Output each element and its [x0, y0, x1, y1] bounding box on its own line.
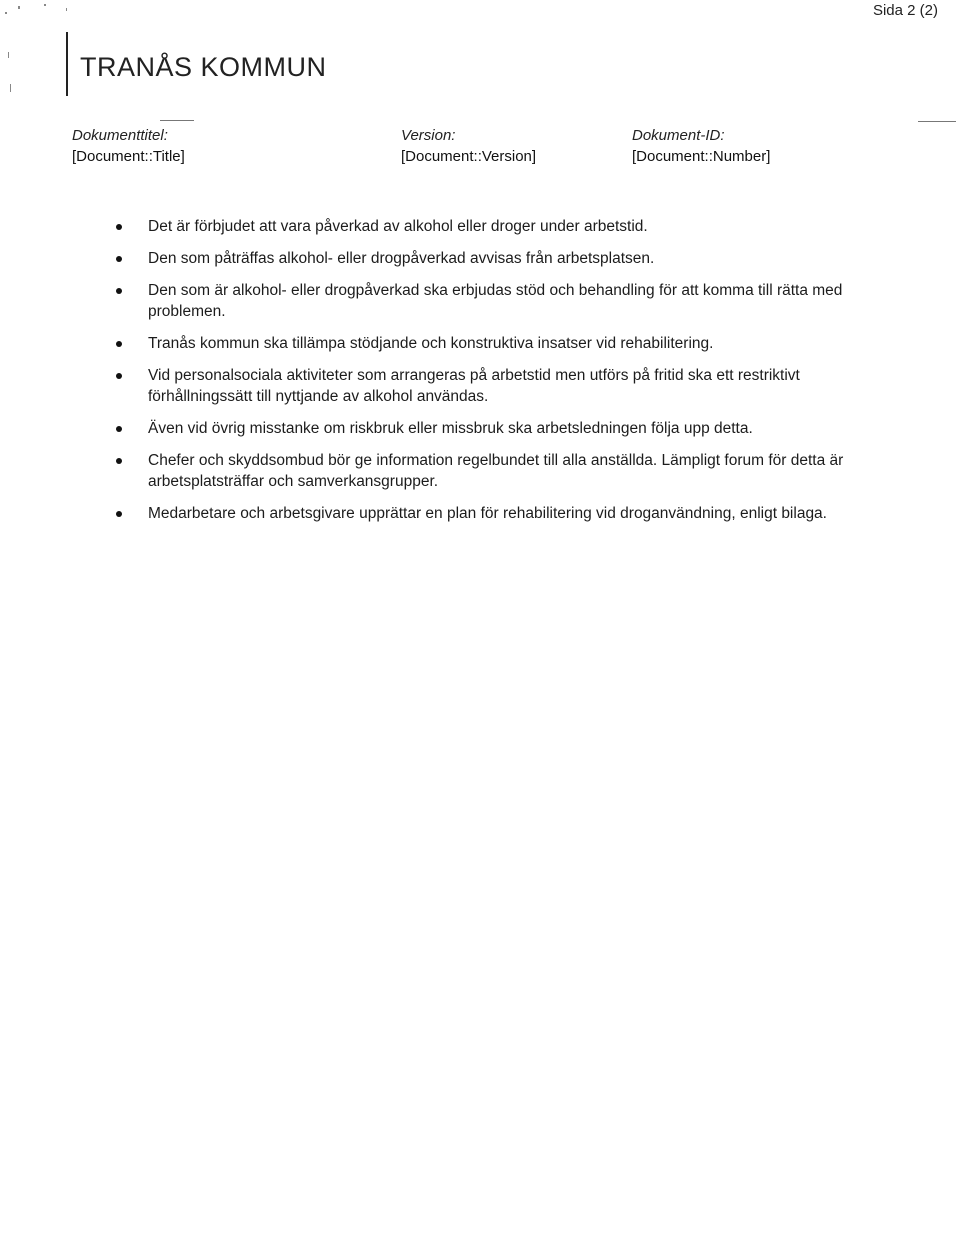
- logo-bar: [66, 32, 68, 96]
- bullet-icon: [116, 458, 122, 464]
- meta-title: [72, 126, 185, 168]
- list-item: [114, 503, 874, 524]
- meta-version-value: [Document::Version]: [401, 148, 537, 165]
- list-item: [114, 248, 874, 269]
- meta-docid-label: Dokument-ID:: [632, 127, 725, 144]
- list-item-text: Medarbetare och arbetsgivare upprättar en plan för rehabilitering vid droganvändning, enligt bilaga.: [148, 505, 827, 522]
- page-number: Sida 2 (2): [872, 2, 938, 19]
- list-item: [114, 365, 874, 407]
- scan-speck: [44, 4, 46, 6]
- list-item-text: Chefer och skyddsombud bör ge information regelbundet till alla anställda. Lämpligt forum för detta är arbetsplatsträffar och samverkansgrupper.: [148, 452, 844, 490]
- scan-speck: [8, 52, 9, 58]
- bullet-icon: [116, 224, 122, 230]
- bullet-icon: [116, 511, 122, 517]
- list-item-text: Den som påträffas alkohol- eller drogpåverkad avvisas från arbetsplatsen.: [148, 250, 655, 267]
- list-item-text: Även vid övrig misstanke om riskbruk eller missbruk ska arbetsledningen följa upp detta.: [148, 420, 753, 437]
- list-item: [114, 333, 874, 354]
- list-item-text: Tranås kommun ska tillämpa stödjande och konstruktiva insatser vid rehabilitering.: [148, 335, 714, 352]
- list-item: [114, 418, 874, 439]
- meta-version-label: Version:: [401, 127, 456, 144]
- meta-docid-value: [Document::Number]: [632, 148, 771, 165]
- scan-speck: [5, 12, 7, 14]
- header-rule: [918, 121, 956, 122]
- list-item: [114, 450, 874, 492]
- list-item: [114, 280, 874, 322]
- bullet-icon: [116, 256, 122, 262]
- meta-docid: [632, 126, 770, 168]
- list-item-text: Vid personalsociala aktiviteter som arrangeras på arbetstid men utförs på fritid ska ett restriktivt förhållningssätt till nyttjande av alkohol användas.: [148, 367, 800, 405]
- bullet-icon: [116, 373, 122, 379]
- scan-speck: [18, 6, 20, 9]
- bullet-icon: [116, 426, 122, 432]
- meta-version: [401, 126, 536, 168]
- header-rule: [160, 120, 194, 121]
- list-item-text: Den som är alkohol- eller drogpåverkad ska erbjudas stöd och behandling för att komma till rätta med problemen.: [148, 282, 843, 320]
- policy-list: [114, 216, 874, 535]
- meta-title-label: Dokumenttitel:: [72, 127, 168, 144]
- bullet-icon: [116, 288, 122, 294]
- organization-name: TRANÅS KOMMUN: [80, 52, 327, 82]
- meta-title-value: [Document::Title]: [72, 148, 185, 165]
- list-item: [114, 216, 874, 237]
- list-item-text: Det är förbjudet att vara påverkad av alkohol eller droger under arbetstid.: [148, 218, 648, 235]
- bullet-icon: [116, 341, 122, 347]
- scan-speck: [66, 8, 67, 11]
- scan-speck: [10, 84, 11, 92]
